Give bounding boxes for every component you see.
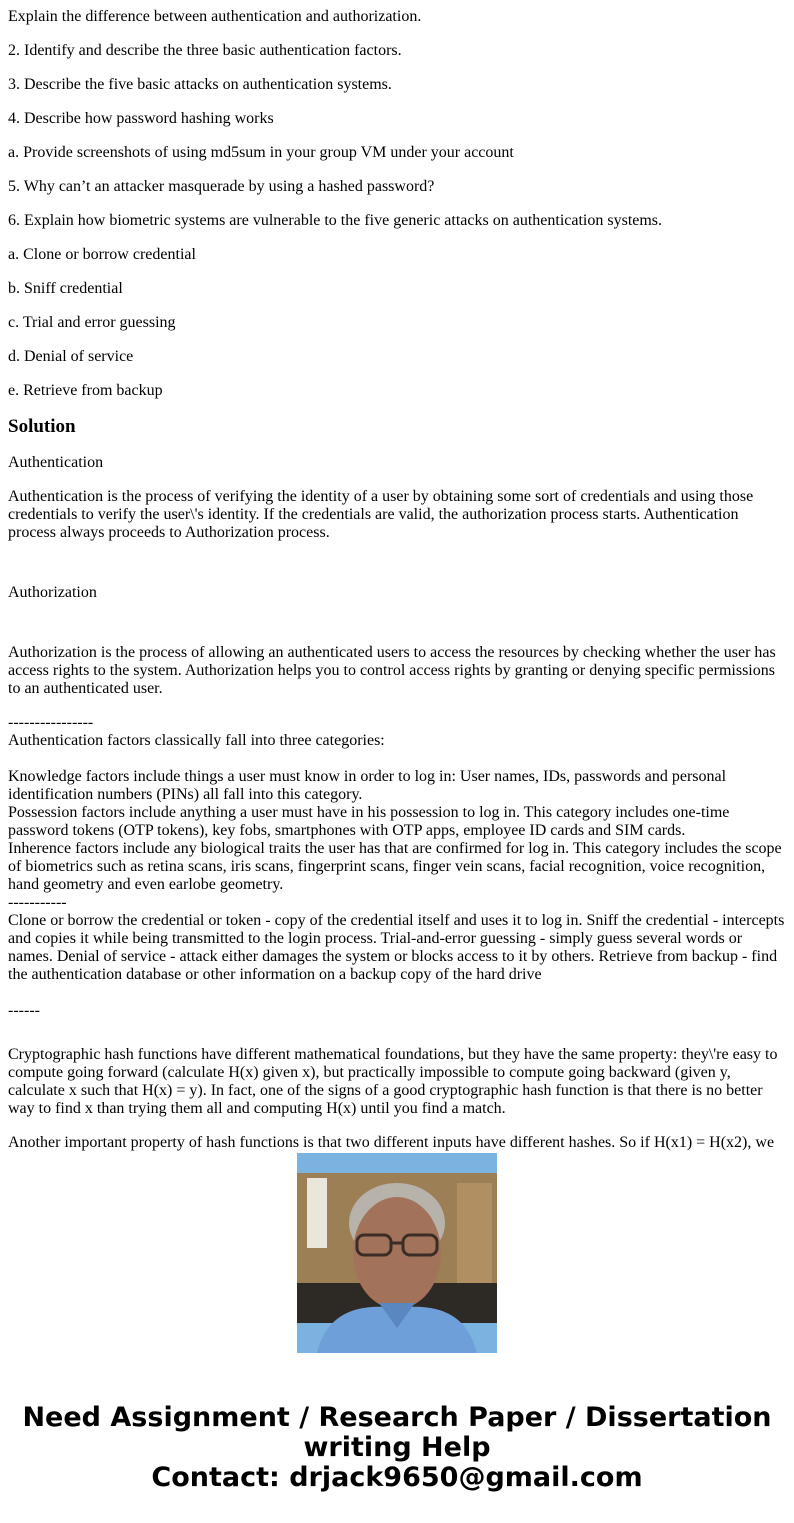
question-4a: a. Provide screenshots of using md5sum in your group VM under your account — [8, 144, 514, 161]
question-1: Explain the difference between authentication and authorization. — [8, 8, 422, 25]
authentication-text: Authentication is the process of verifying the identity of a user by obtaining some sort of credentials and using those credentials to verify the user\'s identity. If the credentials are valid, the authorization process starts. Authentication process always proceeds to Authorization process. — [8, 488, 754, 541]
question-6b: b. Sniff credential — [8, 280, 123, 297]
possession-factors: Possession factors include anything a user must have in his possession to log in. This category includes one-time password tokens (OTP tokens), key fobs, smartphones with OTP apps, employee ID cards and SIM cards. — [8, 804, 730, 839]
promo-line-1: Need Assignment / Research Paper / Dissertation — [22, 1402, 772, 1433]
question-6a: a. Clone or borrow credential — [8, 246, 196, 263]
person-photo-icon — [297, 1153, 497, 1353]
factors-intro: Authentication factors classically fall into three categories: — [8, 732, 385, 749]
authentication-title: Authentication — [8, 454, 104, 471]
question-3: 3. Describe the five basic attacks on authentication systems. — [8, 76, 392, 93]
document-content — [8, 0, 786, 1151]
authorization-title: Authorization — [8, 584, 97, 601]
authorization-text: Authorization is the process of allowing an authenticated users to access the resources by checking whether the user has access rights to the system. Authorization helps you to control access rights by granting or denying specific permissions to an authenticated user. — [8, 644, 776, 697]
question-6c: c. Trial and error guessing — [8, 314, 176, 331]
solution-heading: Solution — [8, 416, 76, 437]
inherence-factors: Inherence factors include any biological traits the user has that are confirmed for log in. This category includes the scope of biometrics such as retina scans, iris scans, fingerprint scans, finger vein scans, facial recognition, voice recognition, hand geometry and even earlobe geometry. — [8, 840, 782, 893]
promo-line-2: writing Help — [303, 1432, 491, 1463]
question-6d: d. Denial of service — [8, 348, 134, 365]
divider-1: ---------------- — [8, 714, 94, 731]
divider-3: ------ — [8, 1002, 40, 1019]
question-4: 4. Describe how password hashing works — [8, 110, 274, 127]
promo-banner — [0, 1403, 794, 1493]
question-2: 2. Identify and describe the three basic authentication factors. — [8, 42, 402, 59]
question-6e: e. Retrieve from backup — [8, 382, 163, 399]
question-6: 6. Explain how biometric systems are vulnerable to the five generic attacks on authentication systems. — [8, 212, 663, 229]
question-5: 5. Why can’t an attacker masquerade by using a hashed password? — [8, 178, 435, 195]
knowledge-factors: Knowledge factors include things a user must know in order to log in: User names, IDs, passwords and personal identification numbers (PINs) all fall into this category. — [8, 768, 727, 803]
hash-paragraph-2: Another important property of hash functions is that two different inputs have different hashes. So if H(x1) = H(x2), we — [8, 1134, 775, 1151]
author-avatar — [297, 1153, 497, 1353]
hash-paragraph-1: Cryptographic hash functions have different mathematical foundations, but they have the same property: they\'re easy to compute going forward (calculate H(x) given x), but practically impossible to compute going backward (given y, calculate x such that H(x) = y). In fact, one of the signs of a good cryptographic hash function is that there is no better way to find x than trying them all and computing H(x) until you find a match. — [8, 1046, 778, 1117]
divider-2: ----------- — [8, 894, 67, 911]
attacks-text: Clone or borrow the credential or token - copy of the credential itself and uses it to log in. Sniff the credential - intercepts and copies it while being transmitted to the login process. Trial-and-error guessing - simply guess several words or names. Denial of service - attack either damages the system or blocks access to it by others. Retrieve from backup - find the authentication database or other information on a backup copy of the hard drive — [8, 912, 785, 983]
promo-contact: Contact: drjack9650@gmail.com — [151, 1462, 643, 1493]
